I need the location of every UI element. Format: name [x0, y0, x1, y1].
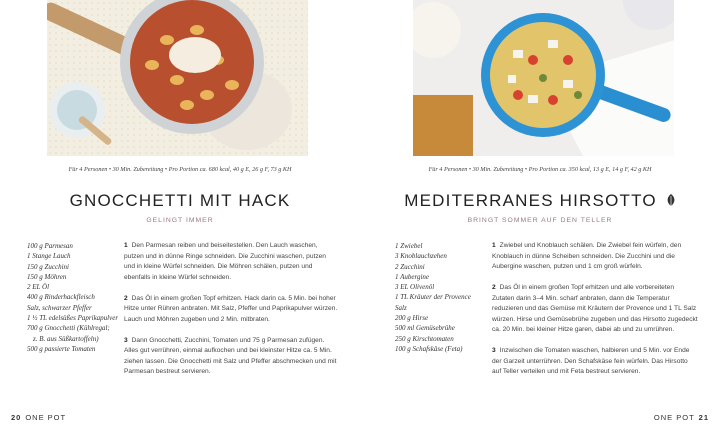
- right-page: [360, 0, 720, 437]
- ingredient: z. B. aus Süßkartoffeln): [33, 334, 99, 343]
- ingredient: 100 g Parmesan: [27, 242, 73, 250]
- ingredient: 1 Aubergine: [395, 272, 430, 281]
- recipe-subtitle: GELINGT IMMER: [146, 217, 214, 224]
- ingredient: 1 Stange Lauch: [27, 252, 71, 261]
- recipe-meta: Für 4 Personen • 30 Min. Zubereitung • Pro Portion ca. 680 kcal, 40 g E, 26 g F, 73 g KH: [68, 166, 292, 173]
- ingredient: 250 g Kirschtomaten: [395, 334, 454, 343]
- ingredient: 500 g passierte Tomaten: [27, 344, 96, 353]
- ingredient: 400 g Rinderhackfleisch: [27, 293, 95, 302]
- ingredient-list: [395, 241, 471, 354]
- ingredient: 700 g Gnocchetti (Kühlregal;: [27, 324, 110, 333]
- step-list: [492, 241, 698, 388]
- recipe-subtitle: BRINGT SOMMER AUF DEN TELLER: [467, 217, 613, 224]
- step: 2 Das Öl in einem großen Topf erhitzen. Hack darin ca. 5 Min. bei hoher Hitze unter Rühren anbraten. Mit Salz, Pfeffer und Paprikapulver würzen. Lauch und Möhren zugeben und 2 Min. mitbraten.: [124, 294, 338, 323]
- recipe-meta: Für 4 Personen • 30 Min. Zubereitung • Pro Portion ca. 350 kcal, 13 g E, 14 g F, 42 g KH: [428, 166, 652, 173]
- ingredient: 200 g Hirse: [395, 314, 429, 323]
- ingredient: 2 Zucchini: [395, 262, 425, 271]
- recipe-title: GNOCCHETTI MIT HACK: [69, 191, 291, 210]
- step-list: [124, 241, 338, 388]
- step: 1 Den Parmesan reiben und beiseitestellen. Den Lauch waschen, putzen und in dünne Ringe schneiden. Die Zucchini waschen, putzen und in kleine Würfel schneiden. Die Möhren schälen, putzen und ebenfalls in kleine Würfel schneiden.: [124, 242, 326, 281]
- step: 3 Inzwischen die Tomaten waschen, halbieren und 5 Min. vor Ende der Garzeit unterrühren. Den Schafskäse fein würfeln. Das Hirsotto auf Teller verteilen und mit Feta bestreut servieren.: [492, 347, 690, 375]
- page-number: 21: [698, 413, 709, 422]
- vegetarian-leaf-icon: [666, 194, 676, 207]
- ingredient: 1 Zwiebel: [395, 242, 423, 250]
- ingredient: 150 g Möhren: [27, 272, 67, 281]
- recipe-title: MEDITERRANES HIRSOTTO: [360, 191, 720, 211]
- ingredient-list: [27, 241, 118, 354]
- ingredient: 100 g Schafskäse (Feta): [395, 344, 463, 353]
- ingredient: 1 ½ TL edelsüßes Paprikapulver: [27, 314, 119, 323]
- section-name: ONE POT: [25, 413, 67, 422]
- ingredient: 1 TL Kräuter der Provence: [395, 293, 471, 302]
- ingredient: Salz, schwarzer Pfeffer: [27, 303, 92, 312]
- ingredient: 3 EL Olivenöl: [395, 283, 435, 292]
- page-footer: [11, 413, 66, 422]
- step: 2 Das Öl in einem großen Topf erhitzen und alle vorbereiteten Zutaten darin 3–4 Min. scharf anbraten, dann die Temperatur reduzieren und das Gemüse mit Kräutern der Provence und 1 TL Salz würzen. Hirse und Gemüsebrühe zugeben und das Hirsotto zugedeckt ca. 20 Min. bei kleiner Hitze garen, dabei ab und zu umrühren.: [492, 284, 698, 333]
- step: 1 Zwiebel und Knoblauch schälen. Die Zwiebel fein würfeln, den Knoblauch in dünne Scheiben schneiden. Die Zucchini und die Aubergine waschen, putzen und 1 cm groß würfeln.: [492, 242, 682, 270]
- ingredient: Salz: [395, 303, 407, 312]
- ingredient: 3 Knoblauchzehen: [395, 252, 447, 261]
- section-name: ONE POT: [653, 413, 695, 422]
- hirsotto-photo: [413, 0, 674, 156]
- step: 3 Dann Gnocchetti, Zucchini, Tomaten und 75 g Parmesan zufügen. Alles gut verrühren, einmal aufkochen und bei kleinster Hitze ca. 5 Min. ziehen lassen. Die Gnocchetti mit Salz und Pfeffer abschmecken und mit Parmesan bestreut servieren.: [124, 336, 337, 375]
- page-footer: [654, 413, 709, 422]
- page-number: 20: [11, 413, 22, 422]
- gnocchetti-photo: [47, 0, 308, 156]
- ingredient: 150 g Zucchini: [27, 262, 69, 271]
- ingredient: 500 ml Gemüsebrühe: [395, 324, 455, 333]
- ingredient: 2 EL Öl: [27, 283, 50, 292]
